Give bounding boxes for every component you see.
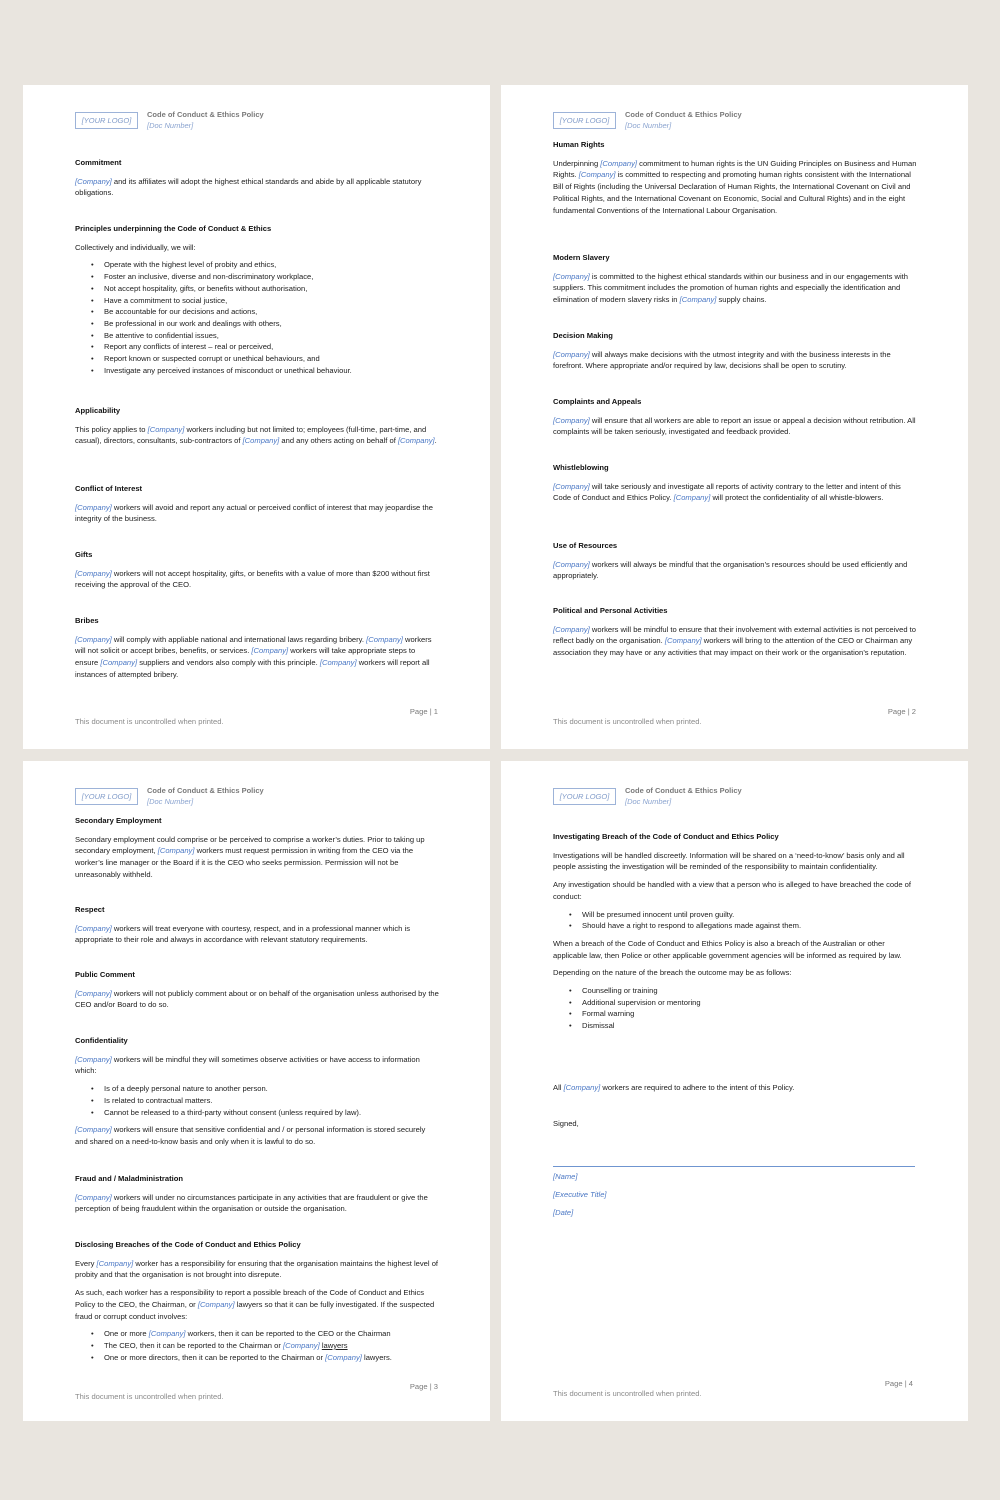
paragraph <box>553 1118 918 1130</box>
text-run: Be professional in our work and dealings with others, <box>104 318 282 328</box>
text-run: and any others acting on behalf of <box>279 436 398 446</box>
company-placeholder: [Company] <box>553 481 590 491</box>
section <box>75 1173 440 1215</box>
list-item <box>104 1352 440 1364</box>
section-heading: Modern Slavery <box>553 253 610 262</box>
company-placeholder: [Company] <box>397 436 435 446</box>
company-placeholder: [Company] <box>553 415 590 425</box>
text-run: Foster an inclusive, diverse and non-discriminatory workplace, <box>104 272 314 282</box>
paragraph <box>75 242 440 254</box>
text-run: lawyers so that it can be fully investigated. If the suspected fraud or corrupt conduct involves: <box>75 1299 435 1321</box>
section-heading: Disclosing Breaches of the Code of Conduct and Ethics Policy <box>75 1240 301 1249</box>
section-heading: Gifts <box>75 550 93 559</box>
page-2 <box>501 85 968 749</box>
company-placeholder: [Company] <box>563 1083 601 1092</box>
text-run: will always make decisions with the utmost integrity and with the business interests in the forefront. Where appropriate and/or required by law, decisions shall be open to scrutiny. <box>553 349 891 371</box>
text-run: Be accountable for our decisions and actions, <box>104 307 258 317</box>
footer-note: This document is uncontrolled when printed. <box>553 717 702 726</box>
section <box>553 1082 918 1094</box>
section <box>75 1239 440 1363</box>
company-placeholder: [Company] <box>197 1299 235 1309</box>
text-run: Underpinning <box>553 158 601 168</box>
text-run: Be attentive to confidential issues, <box>104 330 219 340</box>
page-number: Page | 3 <box>409 1382 438 1391</box>
page-1 <box>23 85 490 749</box>
text-run: workers will not accept hospitality, gifts, or benefits with a value of more than $200 without first receiving the approval of the CEO. <box>75 568 430 590</box>
text-run: supply chains. <box>716 295 767 305</box>
company-placeholder: [Company] <box>578 170 616 180</box>
section <box>75 969 440 1011</box>
text-run: Formal warning <box>582 1009 635 1019</box>
list-item <box>104 1340 440 1352</box>
company-placeholder: [Company] <box>553 349 590 359</box>
section-heading: Applicability <box>75 406 121 415</box>
paragraph <box>553 624 918 659</box>
company-placeholder: [Company] <box>553 624 590 634</box>
text-run: Investigations will be handled discreetly. Information will be shared on a ‘need-to-know’ basis only and all people assisting the investigation will be reminded of the responsibility to maintain confidentiality. <box>553 850 905 872</box>
list-item <box>104 318 440 330</box>
text-run: Is related to contractual matters. <box>104 1095 213 1105</box>
section-heading: Political and Personal Activities <box>553 606 668 615</box>
text-run: Report known or suspected corrupt or unethical behaviours, and <box>104 354 320 364</box>
section-heading: Principles underpinning the Code of Conduct & Ethics <box>75 224 272 233</box>
section-heading: Respect <box>75 905 105 914</box>
page-body <box>75 761 440 1421</box>
company-placeholder: [Company] <box>75 1192 112 1202</box>
paragraph <box>75 502 440 525</box>
section-heading: Investigating Breach of the Code of Conduct and Ethics Policy <box>553 832 779 841</box>
signature-title: [Executive Title] <box>553 1190 607 1199</box>
list-item <box>104 1095 440 1107</box>
list-item <box>582 920 918 932</box>
logo-placeholder: [YOUR LOGO] <box>75 788 138 805</box>
text-run: One or more <box>104 1329 149 1339</box>
text-run: workers will report all instances of attempted bribery. <box>75 658 430 679</box>
section-heading: Public Comment <box>75 970 135 979</box>
text-run: workers will be mindful to ensure that their involvement with external activities is not perceived to reflect badly on the organisation. <box>553 624 916 646</box>
section <box>553 605 918 659</box>
text-run: Not accept hospitality, gifts, or benefits without authorisation, <box>104 283 308 293</box>
text-run: will comply with appliable national and international laws regarding bribery. <box>111 634 367 644</box>
text-run: Depending on the nature of the breach the outcome may be as follows: <box>553 968 792 978</box>
section <box>75 615 440 681</box>
text-run: All <box>553 1083 564 1092</box>
company-placeholder: [Company] <box>319 658 357 668</box>
section <box>553 1118 918 1130</box>
text-run: workers are required to adhere to the intent of this Policy. <box>600 1083 795 1092</box>
doc-number: [Doc Number] <box>147 797 194 806</box>
text-run: When a breach of the Code of Conduct and Ethics Policy is also a breach of the Australian or other applicable law, then Police or other applicable government agencies will be informed as required by law. <box>553 938 902 960</box>
section-heading: Fraud and / Maladministration <box>75 1174 184 1183</box>
section <box>553 831 918 1032</box>
text-run: is committed to respecting and promoting human rights consistent with the International Bill of Rights (including the Universal Declaration of Human Rights, the International Covenant on Civil and Political Rights, and the International Covenant on Economic, Social and Cultural Rights) and in the eight fundamental Conventions of the International Labour Organisation. <box>553 170 911 215</box>
paragraph <box>553 967 918 979</box>
section-heading: Secondary Employment <box>75 816 162 825</box>
doc-number: [Doc Number] <box>147 121 194 130</box>
section <box>75 1035 440 1148</box>
text-run: workers will treat everyone with courtesy, respect, and in a professional manner which is appropriate to their role and always in accordance with relevant statutory requirements. <box>75 923 410 945</box>
text-run: Any investigation should be handled with a view that a person who is alleged to have breached the code of conduct: <box>553 880 911 901</box>
text-run: workers, then it can be reported to the CEO or the Chairman <box>185 1329 391 1339</box>
company-placeholder: [Company] <box>75 176 112 186</box>
company-placeholder: [Company] <box>75 502 112 512</box>
paragraph <box>75 834 440 881</box>
text-run: Collectively and individually, we will: <box>75 242 196 252</box>
paragraph <box>75 923 440 946</box>
company-placeholder: [Company] <box>325 1352 362 1362</box>
document-title: Code of Conduct & Ethics Policy <box>625 786 742 795</box>
list-item <box>104 1083 440 1095</box>
section <box>75 483 440 525</box>
list-item <box>104 353 440 365</box>
paragraph <box>75 1287 440 1322</box>
section <box>75 405 440 447</box>
paragraph <box>75 568 440 591</box>
text-run: and its affiliates will adopt the highest ethical standards and abide by all applicable statutory obligations. <box>75 176 422 198</box>
text-run: Will be presumed innocent until proven guilty. <box>582 909 735 919</box>
bullet-list <box>553 909 918 932</box>
company-placeholder: [Company] <box>100 658 138 668</box>
section <box>553 540 918 582</box>
section <box>75 549 440 591</box>
text-run: workers will under no circumstances participate in any activities that are fraudulent or give the perception of being fraudulent within the organisation or outside the organisation. <box>75 1192 428 1214</box>
list-item <box>104 341 440 353</box>
text-run: will take seriously and investigate all reports of activity contrary to the letter and intent of this Code of Conduct and Ethics Policy. <box>553 481 901 503</box>
company-placeholder: [Company] <box>75 923 112 933</box>
company-placeholder: [Company] <box>664 636 702 646</box>
logo-placeholder: [YOUR LOGO] <box>553 112 616 129</box>
company-placeholder: [Company] <box>148 1329 186 1339</box>
company-placeholder: [Company] <box>553 559 590 569</box>
section <box>553 252 918 306</box>
paragraph <box>553 481 918 504</box>
text-run: Report any conflicts of interest – real or perceived, <box>104 342 274 352</box>
page-3 <box>23 761 490 1421</box>
text-run: workers will not publicly comment about or on behalf of the organisation unless authorised by the CEO and/or Board to do so. <box>75 988 439 1010</box>
list-item <box>582 909 918 921</box>
bullet-list <box>553 985 918 1032</box>
section <box>75 157 440 199</box>
company-placeholder: [Company] <box>75 1054 112 1064</box>
page-body <box>553 761 918 1421</box>
list-item <box>104 295 440 307</box>
text-run: Should have a right to respond to allegations made against them. <box>582 921 802 931</box>
company-placeholder: [Company] <box>251 646 289 656</box>
page-body <box>75 85 440 749</box>
section-heading: Confidentiality <box>75 1036 128 1045</box>
list-item <box>582 985 918 997</box>
text-run: Secondary employment could comprise or be perceived to comprise a worker’s duties. Prior to taking up secondary employment, <box>75 834 425 856</box>
list-item <box>582 1008 918 1020</box>
paragraph <box>553 938 918 961</box>
doc-number: [Doc Number] <box>625 797 672 806</box>
page-number: Page | 2 <box>887 707 916 716</box>
page-number: Page | 1 <box>409 707 438 716</box>
text-run: workers will always be mindful that the organisation’s resources should be used efficiently and appropriately. <box>553 559 908 581</box>
text-run: Is of a deeply personal nature to another person. <box>104 1084 268 1094</box>
paragraph <box>553 559 918 582</box>
paragraph <box>75 424 440 447</box>
bullet-list <box>75 1328 440 1363</box>
text-run: Have a commitment to social justice, <box>104 295 228 305</box>
bullet-list <box>75 1083 440 1118</box>
text-run: This policy applies to <box>75 424 148 434</box>
paragraph <box>553 850 918 873</box>
section-heading: Commitment <box>75 158 122 167</box>
section-heading: Decision Making <box>553 331 613 340</box>
list-item <box>104 283 440 295</box>
text-run: will protect the confidentiality of all whistle-blowers. <box>710 493 884 503</box>
text-run: suppliers and vendors also comply with this principle. <box>137 658 320 668</box>
signature-name: [Name] <box>553 1172 578 1181</box>
section <box>553 330 918 372</box>
text-run: workers will be mindful they will sometimes observe activities or have access to information which: <box>75 1054 420 1076</box>
text-run: worker has a responsibility for ensuring that the organisation maintains the highest level of probity and that the organisation is not brought into disrepute. <box>75 1258 439 1280</box>
company-placeholder: [Company] <box>600 158 638 168</box>
text-run: Signed, <box>553 1119 579 1128</box>
logo-placeholder: [YOUR LOGO] <box>75 112 138 129</box>
paragraph <box>75 1192 440 1215</box>
text-run: workers will avoid and report any actual or perceived conflict of interest that may jeopardise the integrity of the business. <box>75 502 433 524</box>
list-item <box>104 365 440 377</box>
company-placeholder: [Company] <box>673 493 711 503</box>
text-run: workers will bring to the attention of the CEO or Chairman any association they may have or any activities that may impact on their work or the organisation’s reputation. <box>553 636 913 658</box>
list-item <box>104 271 440 283</box>
signature-line <box>553 1166 915 1167</box>
text-run: Every <box>75 1258 97 1268</box>
doc-number: [Doc Number] <box>625 121 672 130</box>
text-run: . <box>434 436 437 446</box>
company-placeholder: [Company] <box>366 634 403 644</box>
text-run: Dismissal <box>582 1021 615 1031</box>
paragraph <box>75 176 440 199</box>
text-run: workers will ensure that sensitive confidential and / or personal information is stored securely and shared on a need-to-know basis and only when it is lawful to do so. <box>75 1125 426 1146</box>
text-run: As such, each worker has a responsibility to report a possible breach of the Code of Conduct and Ethics Policy to the CEO, the Chairman, or <box>75 1288 425 1309</box>
text-run: One or more directors, then it can be reported to the Chairman or <box>104 1352 326 1362</box>
text-run: Counselling or training <box>582 986 658 996</box>
company-placeholder: [Company] <box>679 295 717 305</box>
list-item <box>104 330 440 342</box>
page-4 <box>501 761 968 1421</box>
list-item <box>582 997 918 1009</box>
company-placeholder: [Company] <box>157 846 195 856</box>
section-heading: Whistleblowing <box>553 463 609 472</box>
text-run: Operate with the highest level of probity and ethics, <box>104 260 277 270</box>
document-title: Code of Conduct & Ethics Policy <box>147 786 264 795</box>
text-run: lawyers. <box>361 1352 392 1362</box>
paragraph <box>553 271 918 306</box>
bullet-list <box>75 259 440 376</box>
footer-note: This document is uncontrolled when printed. <box>553 1389 702 1398</box>
section <box>553 396 918 438</box>
paragraph <box>553 1082 918 1094</box>
section-heading: Use of Resources <box>553 541 618 550</box>
text-run: workers will not solicit or accept bribes, benefits, or services. <box>75 634 432 656</box>
company-placeholder: [Company] <box>147 424 185 434</box>
paragraph <box>75 1054 440 1077</box>
text-run: workers including but not limited to; employees (full-time, part-time, and casual), directors, consultants, sub-contractors of <box>75 424 427 446</box>
text-run: The CEO, then it can be reported to the Chairman or <box>104 1340 283 1350</box>
underlined-text: lawyers <box>321 1340 348 1350</box>
document-title: Code of Conduct & Ethics Policy <box>147 110 264 119</box>
text-run: is committed to the highest ethical standards within our business and in our engagements with suppliers. This commitment includes the promotion of human rights and especially the identification and elimination of modern slavery risks in <box>553 271 909 305</box>
text-run: Additional supervision or mentoring <box>582 997 701 1007</box>
company-placeholder: [Company] <box>75 568 112 578</box>
page-body <box>553 85 918 749</box>
paragraph <box>553 349 918 372</box>
text-run: workers must request permission in writing from the CEO via the worker’s line manager or the Board if it is the CEO who seeks permission. Permission will not be unreasonably withheld. <box>75 846 414 879</box>
company-placeholder: [Company] <box>282 1340 320 1350</box>
paragraph <box>553 879 918 902</box>
list-item <box>104 306 440 318</box>
section <box>75 223 440 376</box>
company-placeholder: [Company] <box>242 436 280 446</box>
paragraph <box>553 415 918 438</box>
signature-date: [Date] <box>553 1208 574 1217</box>
document-title: Code of Conduct & Ethics Policy <box>625 110 742 119</box>
footer-note: This document is uncontrolled when printed. <box>75 1392 224 1401</box>
paragraph <box>75 1124 440 1147</box>
section-heading: Bribes <box>75 616 99 625</box>
text-run: commitment to human rights is the UN Guiding Principles on Business and Human Rights. <box>553 158 917 180</box>
company-placeholder: [Company] <box>96 1258 134 1268</box>
section <box>553 139 918 216</box>
text-run: Investigate any perceived instances of misconduct or unethical behaviour. <box>104 365 352 375</box>
company-placeholder: [Company] <box>75 1125 112 1135</box>
paragraph <box>75 634 440 681</box>
section-heading: Conflict of Interest <box>75 484 143 493</box>
company-placeholder: [Company] <box>75 988 112 998</box>
section <box>75 815 440 881</box>
section-heading: Human Rights <box>553 140 605 149</box>
paragraph <box>553 158 918 217</box>
text-run: will ensure that all workers are able to report an issue or appeal a decision without retribution. All complaints will be taken seriously, investigated and feedback provided. <box>553 415 916 437</box>
section-heading: Complaints and Appeals <box>553 397 642 406</box>
company-placeholder: [Company] <box>553 271 590 281</box>
list-item <box>104 1328 440 1340</box>
list-item <box>104 259 440 271</box>
paragraph <box>75 1258 440 1281</box>
footer-note: This document is uncontrolled when printed. <box>75 717 224 726</box>
company-placeholder: [Company] <box>75 634 112 644</box>
section <box>553 462 918 504</box>
page-number: Page | 4 <box>884 1379 913 1388</box>
list-item <box>104 1107 440 1119</box>
list-item <box>582 1020 918 1032</box>
text-run: workers will take appropriate steps to ensure <box>75 646 416 668</box>
paragraph <box>75 988 440 1011</box>
text-run: Cannot be released to a third-party without consent (unless required by law). <box>104 1107 362 1117</box>
logo-placeholder: [YOUR LOGO] <box>553 788 616 805</box>
section <box>75 904 440 946</box>
